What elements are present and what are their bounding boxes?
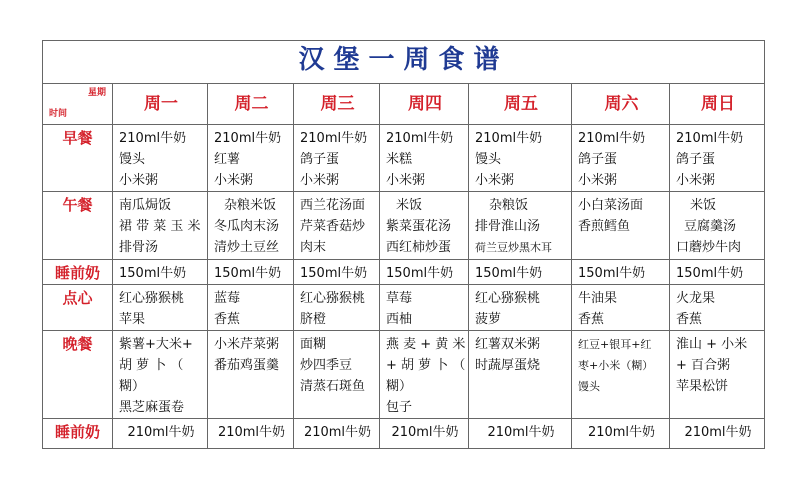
menu-item: 馒头 <box>578 380 600 393</box>
menu-item: 红心猕猴桃 <box>475 291 541 306</box>
dinner-mon <box>113 331 208 419</box>
menu-item: 西红柿炒蛋 <box>386 240 452 255</box>
dinner-tue <box>208 331 294 419</box>
dinner-sat <box>572 331 670 419</box>
nap-milk-mon: 150ml牛奶 <box>113 260 208 285</box>
menu-item: 荷兰豆炒黑木耳 <box>475 241 552 254</box>
title-cell <box>43 41 765 84</box>
menu-item: 牛油果 <box>578 291 618 306</box>
menu-item: 糊） <box>386 379 413 394</box>
menu-item: 馒头 <box>475 152 502 167</box>
menu-item: 黑芝麻蛋卷 <box>119 400 185 415</box>
menu-item: 小米粥 <box>300 173 340 188</box>
menu-item: 小米粥 <box>578 173 618 188</box>
bed-milk-sat: 210ml牛奶 <box>572 419 670 449</box>
menu-item: 冬瓜肉末汤 <box>214 219 280 234</box>
breakfast-thu <box>380 125 469 192</box>
menu-item: 杂粮饭 <box>489 198 529 213</box>
menu-item: 210ml牛奶 <box>214 131 282 146</box>
menu-item: 红薯双米粥 <box>475 337 541 352</box>
lunch-fri <box>469 192 572 260</box>
menu-item: 馒头 <box>119 152 146 167</box>
menu-item: 西兰花汤面 <box>300 198 366 213</box>
snack-tue <box>208 285 294 331</box>
day-header-mon: 周一 <box>113 84 208 125</box>
breakfast-row <box>43 125 765 192</box>
menu-item: 清炒土豆丝 <box>214 240 280 255</box>
menu-item: 210ml牛奶 <box>578 131 646 146</box>
menu-item: 红豆+银耳+红 <box>578 338 652 351</box>
bed-milk-fri: 210ml牛奶 <box>469 419 572 449</box>
menu-item: 番茄鸡蛋羹 <box>214 358 280 373</box>
day-header-sun: 周日 <box>670 84 765 125</box>
menu-item: 豆腐羹汤 <box>684 219 737 234</box>
weekly-menu-table <box>42 40 765 449</box>
nap-milk-tue: 150ml牛奶 <box>208 260 294 285</box>
menu-item: 口蘑炒牛肉 <box>676 240 742 255</box>
snack-row <box>43 285 765 331</box>
dinner-sun <box>670 331 765 419</box>
dinner-thu <box>380 331 469 419</box>
nap-milk-label: 睡前奶 <box>43 260 113 285</box>
menu-item: 红心猕猴桃 <box>300 291 366 306</box>
menu-item: 杂粮米饭 <box>224 198 277 213</box>
menu-item: 小米粥 <box>119 173 159 188</box>
menu-item: + 百合粥 <box>676 358 731 373</box>
menu-item: 糊） <box>119 379 146 394</box>
menu-item: 210ml牛奶 <box>475 131 543 146</box>
snack-mon <box>113 285 208 331</box>
lunch-mon <box>113 192 208 260</box>
menu-item: 小米粥 <box>475 173 515 188</box>
dinner-row <box>43 331 765 419</box>
nap-milk-row <box>43 260 765 285</box>
menu-item: 小米芹菜粥 <box>214 337 280 352</box>
day-header-thu: 周四 <box>380 84 469 125</box>
nap-milk-fri: 150ml牛奶 <box>469 260 572 285</box>
menu-item: 小米粥 <box>386 173 426 188</box>
menu-item: 芹菜香菇炒 <box>300 219 366 234</box>
menu-item: 香蕉 <box>578 312 605 327</box>
menu-item: 面糊 <box>300 337 327 352</box>
menu-item: 排骨淮山汤 <box>475 219 541 234</box>
menu-item: 210ml牛奶 <box>300 131 368 146</box>
menu-item: 米饭 <box>396 198 423 213</box>
menu-item: 香煎鳕鱼 <box>578 219 631 234</box>
menu-item: 胡 萝 卜 （ <box>119 358 184 373</box>
menu-item: 清蒸石斑鱼 <box>300 379 366 394</box>
snack-fri <box>469 285 572 331</box>
menu-item: 菠萝 <box>475 312 502 327</box>
bed-milk-tue: 210ml牛奶 <box>208 419 294 449</box>
menu-item: 红心猕猴桃 <box>119 291 185 306</box>
snack-thu <box>380 285 469 331</box>
day-header-wed: 周三 <box>294 84 380 125</box>
snack-label: 点心 <box>43 285 113 331</box>
breakfast-sun <box>670 125 765 192</box>
menu-item: 南瓜焗饭 <box>119 198 172 213</box>
breakfast-fri <box>469 125 572 192</box>
menu-item: 包子 <box>386 400 413 415</box>
breakfast-wed <box>294 125 380 192</box>
lunch-label: 午餐 <box>43 192 113 260</box>
corner-cell <box>43 84 113 125</box>
menu-item: 肉末 <box>300 240 327 255</box>
lunch-sun <box>670 192 765 260</box>
breakfast-tue <box>208 125 294 192</box>
menu-item: 紫薯+大米+ <box>119 337 193 352</box>
bed-milk-label: 睡前奶 <box>43 419 113 449</box>
menu-item: 小米粥 <box>676 173 716 188</box>
snack-sun <box>670 285 765 331</box>
week-label: 星期 <box>87 88 106 98</box>
menu-item: 炒四季豆 <box>300 358 353 373</box>
menu-item: 草莓 <box>386 291 413 306</box>
day-header-tue: 周二 <box>208 84 294 125</box>
menu-item: 脐橙 <box>300 312 327 327</box>
time-label: 时间 <box>49 109 68 119</box>
menu-item: 210ml牛奶 <box>119 131 187 146</box>
menu-item: 西柚 <box>386 312 413 327</box>
lunch-tue <box>208 192 294 260</box>
menu-item: 苹果松饼 <box>676 379 729 394</box>
lunch-sat <box>572 192 670 260</box>
menu-item: 紫菜蛋花汤 <box>386 219 452 234</box>
dinner-label: 晚餐 <box>43 331 113 419</box>
menu-item: 枣+小米（糊） <box>578 359 654 372</box>
menu-item: 210ml牛奶 <box>676 131 744 146</box>
breakfast-sat <box>572 125 670 192</box>
bed-milk-row <box>43 419 765 449</box>
menu-item: + 胡 萝 卜 （ <box>386 358 466 373</box>
menu-item: 鸽子蛋 <box>676 152 716 167</box>
snack-wed <box>294 285 380 331</box>
bed-milk-sun: 210ml牛奶 <box>670 419 765 449</box>
menu-item: 米饭 <box>690 198 717 213</box>
nap-milk-sat: 150ml牛奶 <box>572 260 670 285</box>
breakfast-mon <box>113 125 208 192</box>
menu-item: 红薯 <box>214 152 241 167</box>
bed-milk-mon: 210ml牛奶 <box>113 419 208 449</box>
menu-item: 时蔬厚蛋烧 <box>475 358 541 373</box>
menu-item: 蓝莓 <box>214 291 241 306</box>
menu-item: 苹果 <box>119 312 146 327</box>
dinner-wed <box>294 331 380 419</box>
snack-sat <box>572 285 670 331</box>
menu-item: 小白菜汤面 <box>578 198 644 213</box>
day-header-fri: 周五 <box>469 84 572 125</box>
bed-milk-thu: 210ml牛奶 <box>380 419 469 449</box>
menu-item: 米糕 <box>386 152 413 167</box>
nap-milk-wed: 150ml牛奶 <box>294 260 380 285</box>
menu-item: 210ml牛奶 <box>386 131 454 146</box>
menu-item: 小米粥 <box>214 173 254 188</box>
menu-item: 燕 麦 + 黄 米 <box>386 337 466 352</box>
menu-sheet <box>42 40 764 470</box>
menu-item: 裙 带 菜 玉 米 <box>119 219 201 234</box>
menu-item: 排骨汤 <box>119 240 159 255</box>
lunch-row <box>43 192 765 260</box>
bed-milk-wed: 210ml牛奶 <box>294 419 380 449</box>
lunch-wed <box>294 192 380 260</box>
breakfast-label: 早餐 <box>43 125 113 192</box>
menu-item: 鸽子蛋 <box>300 152 340 167</box>
nap-milk-sun: 150ml牛奶 <box>670 260 765 285</box>
menu-item: 香蕉 <box>676 312 703 327</box>
header-row <box>43 84 765 125</box>
day-header-sat: 周六 <box>572 84 670 125</box>
page-title: 汉堡一周食谱 <box>298 44 509 75</box>
nap-milk-thu: 150ml牛奶 <box>380 260 469 285</box>
lunch-thu <box>380 192 469 260</box>
dinner-fri <box>469 331 572 419</box>
menu-item: 淮山 + 小米 <box>676 337 748 352</box>
menu-item: 火龙果 <box>676 291 716 306</box>
menu-item: 鸽子蛋 <box>578 152 618 167</box>
menu-item: 香蕉 <box>214 312 241 327</box>
